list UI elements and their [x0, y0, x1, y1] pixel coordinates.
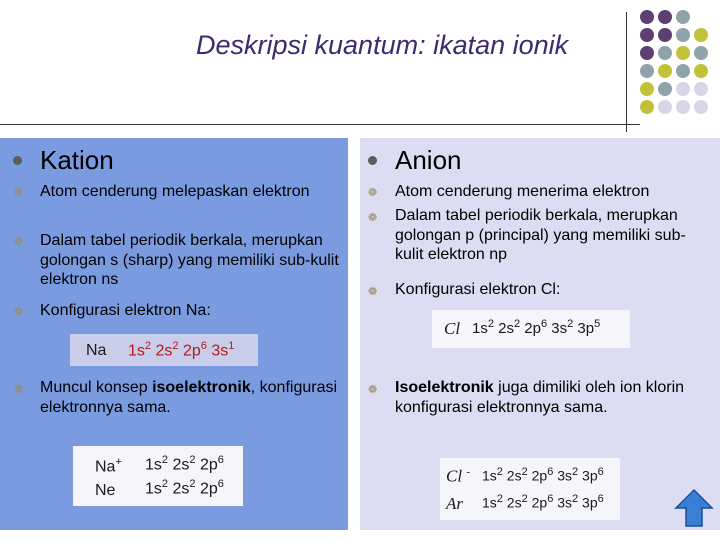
bullet-dot-icon — [13, 156, 22, 165]
dot — [676, 46, 690, 60]
ar-label: Ar — [446, 494, 463, 513]
dot — [676, 10, 690, 24]
sub-bullet-icon: ❁ — [368, 187, 378, 199]
anion-bullet-2: Dalam tabel periodik berkala, merupkan golongan p (principal) yang memiliki sub-kulit elektron np — [395, 207, 686, 263]
na-iso-box — [73, 446, 243, 506]
na-config: $1s^2$ $2s^2$ $2p^6$ $3s^1$ — [128, 340, 235, 360]
bullet-dot-icon — [368, 156, 377, 165]
kation-bullet-1: Atom cenderung melepaskan elektron — [40, 183, 310, 200]
dot — [676, 100, 690, 114]
cl-label: Cl — [444, 319, 461, 338]
sub-bullet-icon: ❁ — [14, 236, 24, 248]
sub-bullet-icon: ❁ — [14, 384, 24, 396]
cl-config: $1s^2$ $2s^2$ $2p^6$ $3s^2$ $3p^5$ — [472, 318, 601, 337]
dot — [658, 28, 672, 42]
ne-label: Ne — [95, 482, 116, 499]
dot — [658, 10, 672, 24]
dot — [640, 28, 654, 42]
dot — [640, 82, 654, 96]
cl-iso-box — [440, 458, 620, 520]
na-ion-config: $1s^2$ $2s^2$ $2p^6$ — [145, 454, 224, 474]
anion-bullet-3: Konfigurasi elektron Cl: — [395, 281, 561, 298]
dot — [694, 46, 708, 60]
dot — [658, 64, 672, 78]
dot — [640, 64, 654, 78]
dot — [640, 100, 654, 114]
ne-config: $1s^2$ $2s^2$ $2p^6$ — [145, 478, 224, 498]
anion-bullet-4: Isoelektronik juga dimiliki oleh ion klorin konfigurasi elektronnya sama. — [395, 379, 685, 416]
dot — [658, 46, 672, 60]
dot — [676, 28, 690, 42]
na-config-box — [70, 334, 258, 366]
dot — [640, 10, 654, 24]
dot — [640, 46, 654, 60]
kation-heading: Kation — [40, 145, 114, 175]
na-label: Na — [86, 342, 107, 359]
sub-bullet-icon: ❁ — [14, 187, 24, 199]
dot — [694, 82, 708, 96]
kation-bullet-4: Muncul konsep isoelektronik, konfigurasi elektronnya sama. — [40, 379, 338, 416]
dot — [676, 64, 690, 78]
title-divider-horizontal — [0, 124, 640, 125]
dot — [694, 64, 708, 78]
cl-config-box — [432, 310, 630, 348]
anion-heading: Anion — [395, 145, 462, 175]
title-divider-vertical — [626, 12, 627, 132]
sub-bullet-icon: ❁ — [368, 286, 378, 298]
anion-bullet-1: Atom cenderung menerima elektron — [395, 183, 650, 200]
cl-ion-label: Cl - — [446, 466, 470, 486]
sub-bullet-icon: ❁ — [14, 306, 24, 318]
dot — [658, 82, 672, 96]
up-arrow-icon[interactable] — [674, 488, 714, 528]
ar-config: $1s^2$ $2s^2$ $2p^6$ $3s^2$ $3p^6$ — [482, 493, 604, 511]
sub-bullet-icon: ❁ — [368, 384, 378, 396]
sub-bullet-icon: ❁ — [368, 212, 378, 224]
kation-bullet-3: Konfigurasi elektron Na: — [40, 302, 211, 319]
cl-ion-config: $1s^2$ $2s^2$ $2p^6$ $3s^2$ $3p^6$ — [482, 466, 604, 484]
page-title: Deskripsi kuantum: ikatan ionik — [196, 30, 569, 60]
dot — [658, 100, 672, 114]
kation-bullet-2: Dalam tabel periodik berkala, merupkan golongan s (sharp) yang memiliki sub-kulit elektron ns — [40, 232, 339, 288]
dot — [694, 28, 708, 42]
na-ion-label: Na+ — [95, 456, 122, 476]
dot — [694, 100, 708, 114]
dot — [676, 82, 690, 96]
